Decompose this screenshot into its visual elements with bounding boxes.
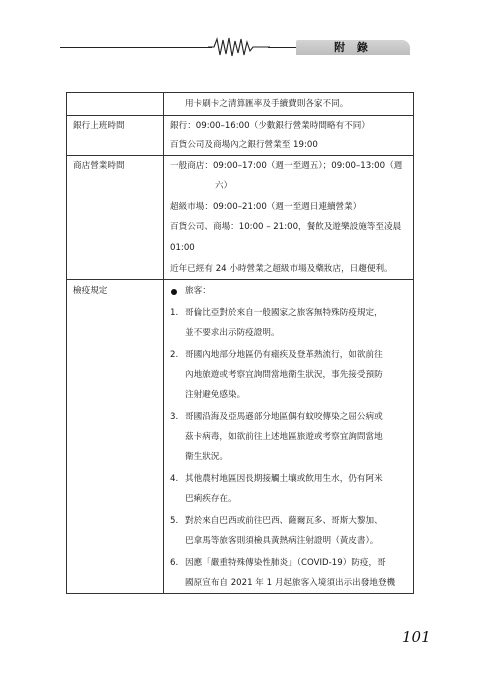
item-number: 6. bbox=[170, 558, 179, 568]
shop-hours-line: 六） bbox=[215, 181, 233, 191]
quarantine-item-line: 注射避免感染。 bbox=[185, 390, 246, 400]
quarantine-item-line: 哥國內地部分地區仍有瘧疾及登革熱流行，如欲前往 bbox=[185, 350, 383, 360]
section-tab: 附 錄 bbox=[296, 40, 410, 55]
row-divider bbox=[67, 279, 413, 280]
item-number: 1. bbox=[170, 308, 179, 318]
item-number: 2. bbox=[170, 350, 179, 360]
quarantine-item-line: 哥國沿海及亞馬遜部分地區偶有蚊咬傳染之屈公病或 bbox=[185, 412, 383, 422]
shop-hours-line: 01:00 bbox=[170, 243, 195, 253]
card-fee-text: 用卡刷卡之清算匯率及手續費則各家不同。 bbox=[185, 99, 349, 109]
banking-hours-line: 百貨公司及商場內之銀行營業至 19:00 bbox=[170, 140, 318, 150]
quarantine-item-line: 其他農村地區因長期接觸土壤或飲用生水，仍有阿米 bbox=[185, 474, 383, 484]
row-divider bbox=[67, 115, 413, 116]
bullet-icon bbox=[171, 289, 177, 295]
quarantine-item-line: 內地旅遊或考察宜詢問當地衛生狀況，事先接受預防 bbox=[185, 370, 383, 380]
quarantine-item-line: 茲卡病毒，如欲前往上述地區旅遊或考察宜詢問當地 bbox=[185, 432, 383, 442]
item-number: 3. bbox=[170, 412, 179, 422]
quarantine-heading: 旅客： bbox=[185, 286, 211, 296]
banking-hours-label: 銀行上班時間 bbox=[73, 121, 125, 131]
quarantine-item-line: 因應「嚴重特殊傳染性肺炎」（COVID-19）防疫，哥 bbox=[185, 558, 386, 568]
quarantine-label: 檢疫規定 bbox=[73, 286, 108, 296]
quarantine-item-line: 巴痢疾存在。 bbox=[185, 494, 237, 504]
quarantine-item-line: 國原宣布自 2021 年 1 月起旅客入境須出示出發地登機 bbox=[185, 578, 396, 588]
quarantine-item-line: 哥倫比亞對於來自一般國家之旅客無特殊防疫規定， bbox=[185, 308, 383, 318]
page-number: 101 bbox=[402, 628, 431, 646]
quarantine-item-line: 並不要求出示防疫證明。 bbox=[185, 328, 280, 338]
quarantine-item-line: 對於來自巴西或前往巴西、薩爾瓦多、哥斯大黎加、 bbox=[185, 516, 383, 526]
item-number: 4. bbox=[170, 474, 179, 484]
shop-hours-line: 一般商店：09:00–17:00（週一至週五）；09:00–13:00（週 bbox=[170, 161, 403, 171]
shop-hours-line: 超級市場：09:00–21:00（週一至週日連續營業） bbox=[170, 202, 362, 212]
item-number: 5. bbox=[170, 516, 179, 526]
quarantine-item-line: 巴拿馬等旅客則須檢具黃熱病注射證明（黃皮書）。 bbox=[185, 536, 379, 546]
shop-hours-line: 近年已經有 24 小時營業之超級市場及藥妝店，日趨便利。 bbox=[170, 264, 393, 274]
heartbeat-wave-icon bbox=[208, 36, 270, 58]
header-rule-left bbox=[60, 47, 212, 48]
shop-hours-label: 商店營業時間 bbox=[73, 161, 125, 171]
banking-hours-line: 銀行：09:00–16:00（少數銀行營業時間略有不同） bbox=[170, 121, 370, 131]
row-divider bbox=[67, 155, 413, 156]
shop-hours-line: 百貨公司、商場：10:00 – 21:00，餐飲及遊樂設施等至凌晨 bbox=[170, 222, 402, 232]
info-table bbox=[66, 92, 414, 594]
quarantine-item-line: 衛生狀況。 bbox=[185, 452, 228, 462]
column-divider bbox=[163, 93, 164, 593]
